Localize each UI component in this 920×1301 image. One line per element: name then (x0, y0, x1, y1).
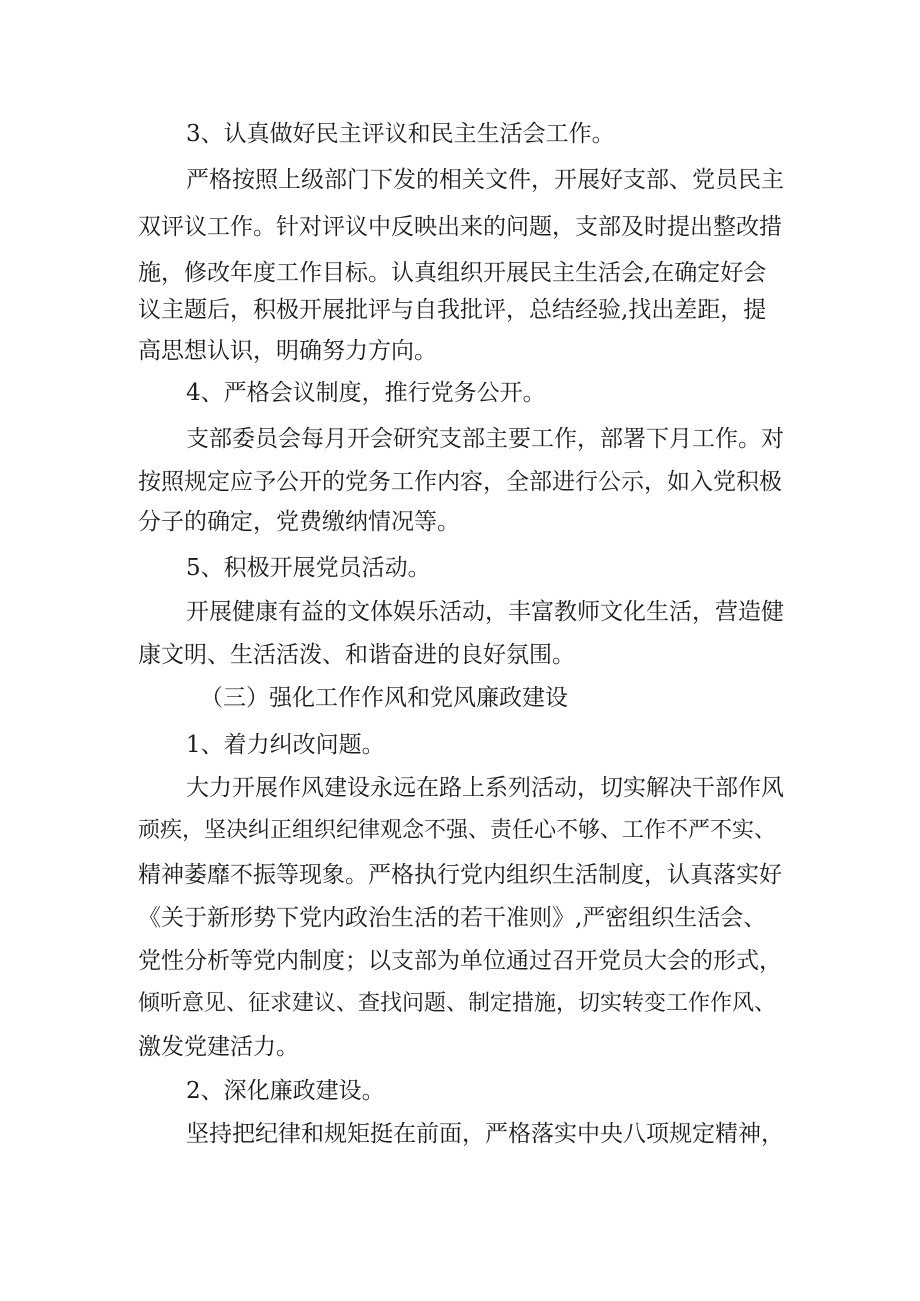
paragraph-line: 双评议工作。针对评议中反映出来的问题，支部及时提出整改措 (138, 214, 782, 240)
paragraph-line: 高思想认识，明确努力方向。 (138, 338, 437, 364)
paragraph-line: 《关于新形势下党内政治生活的若干准则》,严密组织生活会、 (138, 905, 767, 931)
paragraph-line: 严格按照上级部门下发的相关文件，开展好支部、党员民主 (186, 167, 784, 193)
heading-item-4: 4、严格会议制度，推行党务公开。 (186, 380, 546, 406)
paragraph-line: 精神萎靡不振等现象。严格执行党内组织生活制度，认真落实好 (138, 862, 782, 888)
paragraph-line: 坚持把纪律和规矩挺在前面，严格落实中央八项规定精神， (186, 1121, 784, 1147)
paragraph-line: 顽疾，坚决纠正组织纪律观念不强、责任心不够、工作不严不实、 (138, 818, 777, 843)
heading-item-2: 2、深化廉政建设。 (186, 1078, 385, 1104)
paragraph-line: 议主题后，积极开展批评与自我批评，总结经验,找出差距，提 (138, 297, 767, 323)
paragraph-line: 施，修改年度工作目标。认真组织开展民主生活会,在确定好会 (138, 260, 767, 286)
paragraph-line: 激发党建活力。 (138, 1034, 299, 1060)
paragraph-line: 按照规定应予公开的党务工作内容，全部进行公示，如入党积极 (138, 469, 782, 495)
paragraph-line: 支部委员会每月开会研究支部主要工作，部署下月工作。对 (186, 426, 784, 452)
paragraph-line: 党性分析等党内制度；以支部为单位通过召开党员大会的形式， (138, 948, 782, 974)
paragraph-line: 大力开展作风建设永远在路上系列活动，切实解决干部作风 (186, 775, 784, 801)
section-heading-3: （三）强化工作作风和党风廉政建设 (200, 685, 568, 711)
heading-item-3: 3、认真做好民主评议和民主生活会工作。 (186, 121, 615, 147)
paragraph-line: 分子的确定，党费缴纳情况等。 (138, 509, 460, 535)
paragraph-line: 开展健康有益的文体娱乐活动，丰富教师文化生活，营造健 (186, 599, 784, 625)
paragraph-line: 倾听意见、征求建议、查找问题、制定措施，切实转变工作作风、 (138, 991, 777, 1016)
heading-item-1: 1、着力纠改问题。 (186, 732, 385, 758)
paragraph-line: 康文明、生活活泼、和谐奋进的良好氛围。 (138, 642, 575, 668)
heading-item-5: 5、积极开展党员活动。 (186, 555, 431, 581)
